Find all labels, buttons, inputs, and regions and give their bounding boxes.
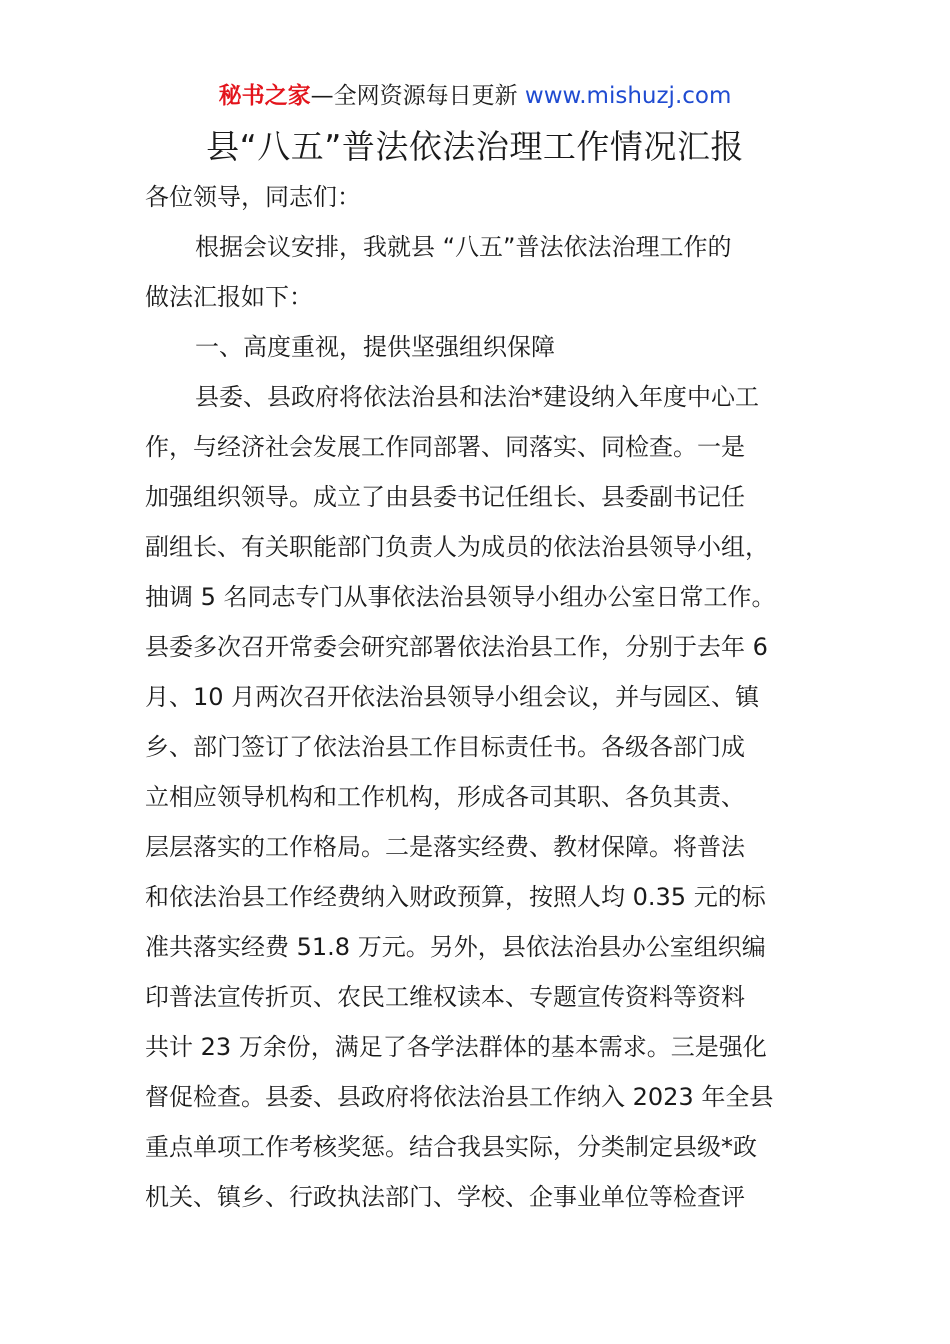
site-url[interactable]: www.mishuzj.com xyxy=(524,83,732,109)
paragraph-line: 县委、县政府将依法治县和法治*建设纳入年度中心工 xyxy=(195,383,759,411)
paragraph-line: 重点单项工作考核奖惩。结合我县实际，分类制定县级*政 xyxy=(145,1133,757,1161)
paragraph-line: 加强组织领导。成立了由县委书记任组长、县委副书记任 xyxy=(145,483,745,511)
paragraph-line: 县委多次召开常委会研究部署依法治县工作，分别于去年 6 xyxy=(145,633,768,661)
paragraph-line: 抽调 5 名同志专门从事依法治县领导小组办公室日常工作。 xyxy=(145,583,776,611)
paragraph-line: 准共落实经费 51.8 万元。另外，县依法治县办公室组织编 xyxy=(145,933,766,961)
paragraph-line: 督促检查。县委、县政府将依法治县工作纳入 2023 年全县 xyxy=(145,1083,774,1111)
document-body xyxy=(145,172,815,1222)
paragraph-line: 乡、部门签订了依法治县工作目标责任书。各级各部门成 xyxy=(145,733,745,761)
paragraph-line: 月、10 月两次召开依法治县领导小组会议，并与园区、镇 xyxy=(145,683,760,711)
paragraph-line: 和依法治县工作经费纳入财政预算，按照人均 0.35 元的标 xyxy=(145,883,766,911)
paragraph-line: 根据会议安排，我就县 “八五”普法依法治理工作的 xyxy=(195,233,732,261)
header-tagline: —全网资源每日更新 xyxy=(310,83,525,109)
paragraph-line: 副组长、有关职能部门负责人为成员的依法治县领导小组， xyxy=(145,533,769,561)
paragraph-line: 立相应领导机构和工作机构，形成各司其职、各负其责、 xyxy=(145,783,745,811)
paragraph-line: 层层落实的工作格局。二是落实经费、教材保障。将普法 xyxy=(145,833,745,861)
brand-name: 秘书之家 xyxy=(218,83,311,109)
site-header xyxy=(0,80,950,112)
salutation-line: 各位领导，同志们： xyxy=(145,183,361,211)
paragraph-line: 作，与经济社会发展工作同部署、同落实、同检查。一是 xyxy=(145,433,745,461)
paragraph-line: 印普法宣传折页、农民工维权读本、专题宣传资料等资料 xyxy=(145,983,745,1011)
document-title: 县“八五”普法依法治理工作情况汇报 xyxy=(206,127,744,166)
paragraph-line: 机关、镇乡、行政执法部门、学校、企事业单位等检查评 xyxy=(145,1183,745,1211)
paragraph-line: 做法汇报如下： xyxy=(145,283,313,311)
section-heading: 一、高度重视，提供坚强组织保障 xyxy=(195,333,555,361)
paragraph-line: 共计 23 万余份，满足了各学法群体的基本需求。三是强化 xyxy=(145,1033,767,1061)
